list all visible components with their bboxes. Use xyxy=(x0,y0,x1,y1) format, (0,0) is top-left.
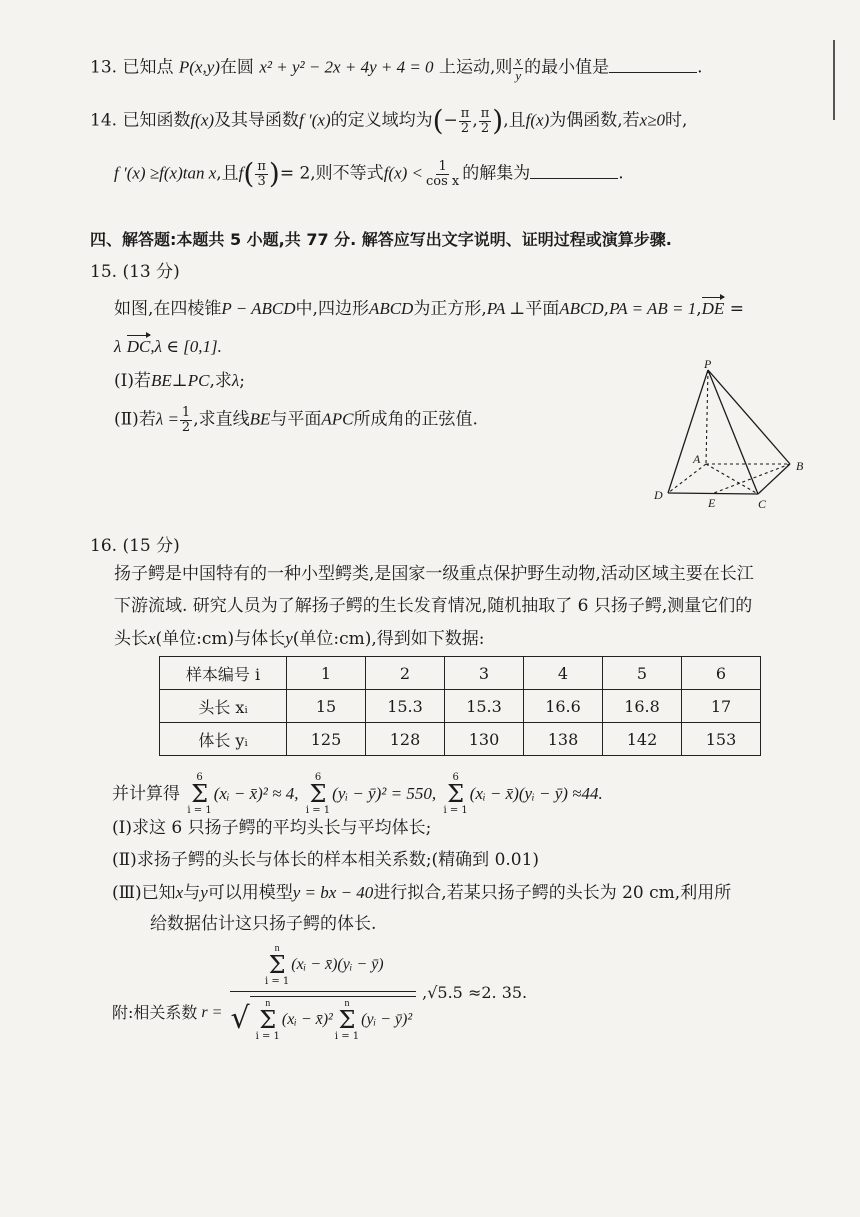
label-D: D xyxy=(654,488,663,502)
section-4-heading: 四、解答题:本题共 5 小题,共 77 分. 解答应写出文字说明、证明过程或演算步骤. xyxy=(90,230,672,249)
correlation-note: 附:相关系数 r = n Σ i = 1 (xᵢ − x̄)(yᵢ − ȳ) √ n Σ i = 1 (xᵢ − x̄)² n Σ i = 1 (yᵢ − ȳ)² ,√5.5 ≈2. 35. xyxy=(112,943,528,1042)
table-cell: 16.8 xyxy=(603,690,682,723)
table-cell: 125 xyxy=(287,723,366,756)
label-E: E xyxy=(708,496,716,510)
question-16-part3: (Ⅲ)已知x与y可以用模型y = bx − 40进行拟合,若某只扬子鳄的头长为 20 cm,利用所 xyxy=(112,883,732,903)
label-C: C xyxy=(758,497,767,511)
table-row xyxy=(160,690,761,723)
row-label-head: 头长 xᵢ xyxy=(160,690,287,723)
question-16-part3-line2: 给数据估计这只扬子鳄的体长. xyxy=(150,914,377,934)
edge-CB xyxy=(758,464,790,494)
table-row xyxy=(160,657,761,690)
label-A: A xyxy=(693,452,701,466)
question-16-header: 16. (15 分) xyxy=(90,536,180,556)
edge-PA xyxy=(706,370,708,464)
table-cell: 6 xyxy=(682,657,761,690)
table-cell: 17 xyxy=(682,690,761,723)
question-16-para3: 头长x(单位:cm)与体长y(单位:cm),得到如下数据: xyxy=(114,629,485,649)
question-16-part1: (Ⅰ)求这 6 只扬子鳄的平均头长与平均体长; xyxy=(112,818,432,838)
pyramid-figure xyxy=(640,358,820,518)
table-cell: 1 xyxy=(287,657,366,690)
data-table xyxy=(159,656,761,756)
question-15-header: 15. (13 分) xyxy=(90,262,180,282)
table-cell: 3 xyxy=(445,657,524,690)
table-cell: 128 xyxy=(366,723,445,756)
question-14-line1: 14. 已知函数f(x)及其导函数f ′(x)的定义域均为(− $\frac{\pi}{2}$ , $\frac{\pi}{2}$ ),且f(x)为偶函数,若x≥0时, xyxy=(90,104,688,138)
table-cell: 153 xyxy=(682,723,761,756)
table-cell: 138 xyxy=(524,723,603,756)
edge-AD xyxy=(668,464,706,493)
row-label-body: 体长 yᵢ xyxy=(160,723,287,756)
table-cell: 16.6 xyxy=(524,690,603,723)
edge-DC xyxy=(668,493,758,494)
table-row xyxy=(160,723,761,756)
table-cell: 142 xyxy=(603,723,682,756)
label-B: B xyxy=(796,459,804,473)
table-cell: 15.3 xyxy=(445,690,524,723)
question-13: 13. 已知点 P(x,y)在圆 x² + y² − 2x + 4y + 4 = 0 上运动,则 $\frac{x}{y}$ 的最小值是 . xyxy=(90,53,703,83)
question-16-part2: (Ⅱ)求扬子鳄的头长与体长的样本相关系数;(精确到 0.01) xyxy=(112,850,540,870)
table-cell: 15.3 xyxy=(366,690,445,723)
answer-blank-13 xyxy=(609,71,697,73)
page-edge-mark xyxy=(833,40,835,120)
table-cell: 5 xyxy=(603,657,682,690)
table-cell: 130 xyxy=(445,723,524,756)
question-16-sums: 并计算得 6 Σ i = 1 (xᵢ − x̄)² ≈ 4, 6 Σ i = 1 (yᵢ − ȳ)² = 550, 6 Σ i = 1 (xᵢ − x̄)(yᵢ − ȳ) ≈44. xyxy=(112,772,603,816)
row-label-id: 样本编号 i xyxy=(160,657,287,690)
table-cell: 15 xyxy=(287,690,366,723)
edge-PB xyxy=(708,370,790,464)
question-16-para2: 下游流域. 研究人员为了解扬子鳄的生长发育情况,随机抽取了 6 只扬子鳄,测量它们的 xyxy=(114,596,753,616)
table-cell: 4 xyxy=(524,657,603,690)
answer-blank-14 xyxy=(530,177,618,179)
edge-PC xyxy=(708,370,758,494)
label-P: P xyxy=(704,358,712,371)
question-15-line2: λ DC,λ ∈ [0,1]. xyxy=(114,337,222,356)
question-15-part1: (Ⅰ)若BE⊥PC,求λ; xyxy=(114,371,245,391)
table-cell: 2 xyxy=(366,657,445,690)
question-15-line1: 如图,在四棱锥P − ABCD中,四边形ABCD为正方形,PA ⊥平面ABCD,PA = AB = 1,DE = xyxy=(114,299,744,319)
question-14-line2: f ′(x) ≥f(x)tan x,且f( $\frac{\pi}{3}$ )= 2,则不等式f(x) < $\frac{1}{\text{cos x}}$ 的解集为 . xyxy=(114,157,624,191)
question-16-para1: 扬子鳄是中国特有的一种小型鳄类,是国家一级重点保护野生动物,活动区域主要在长江 xyxy=(114,564,754,584)
question-15-part2: (Ⅱ)若λ = $\frac{1}{2}$ ,求直线BE与平面APC所成角的正弦值. xyxy=(114,405,478,435)
edge-PD xyxy=(668,370,708,493)
